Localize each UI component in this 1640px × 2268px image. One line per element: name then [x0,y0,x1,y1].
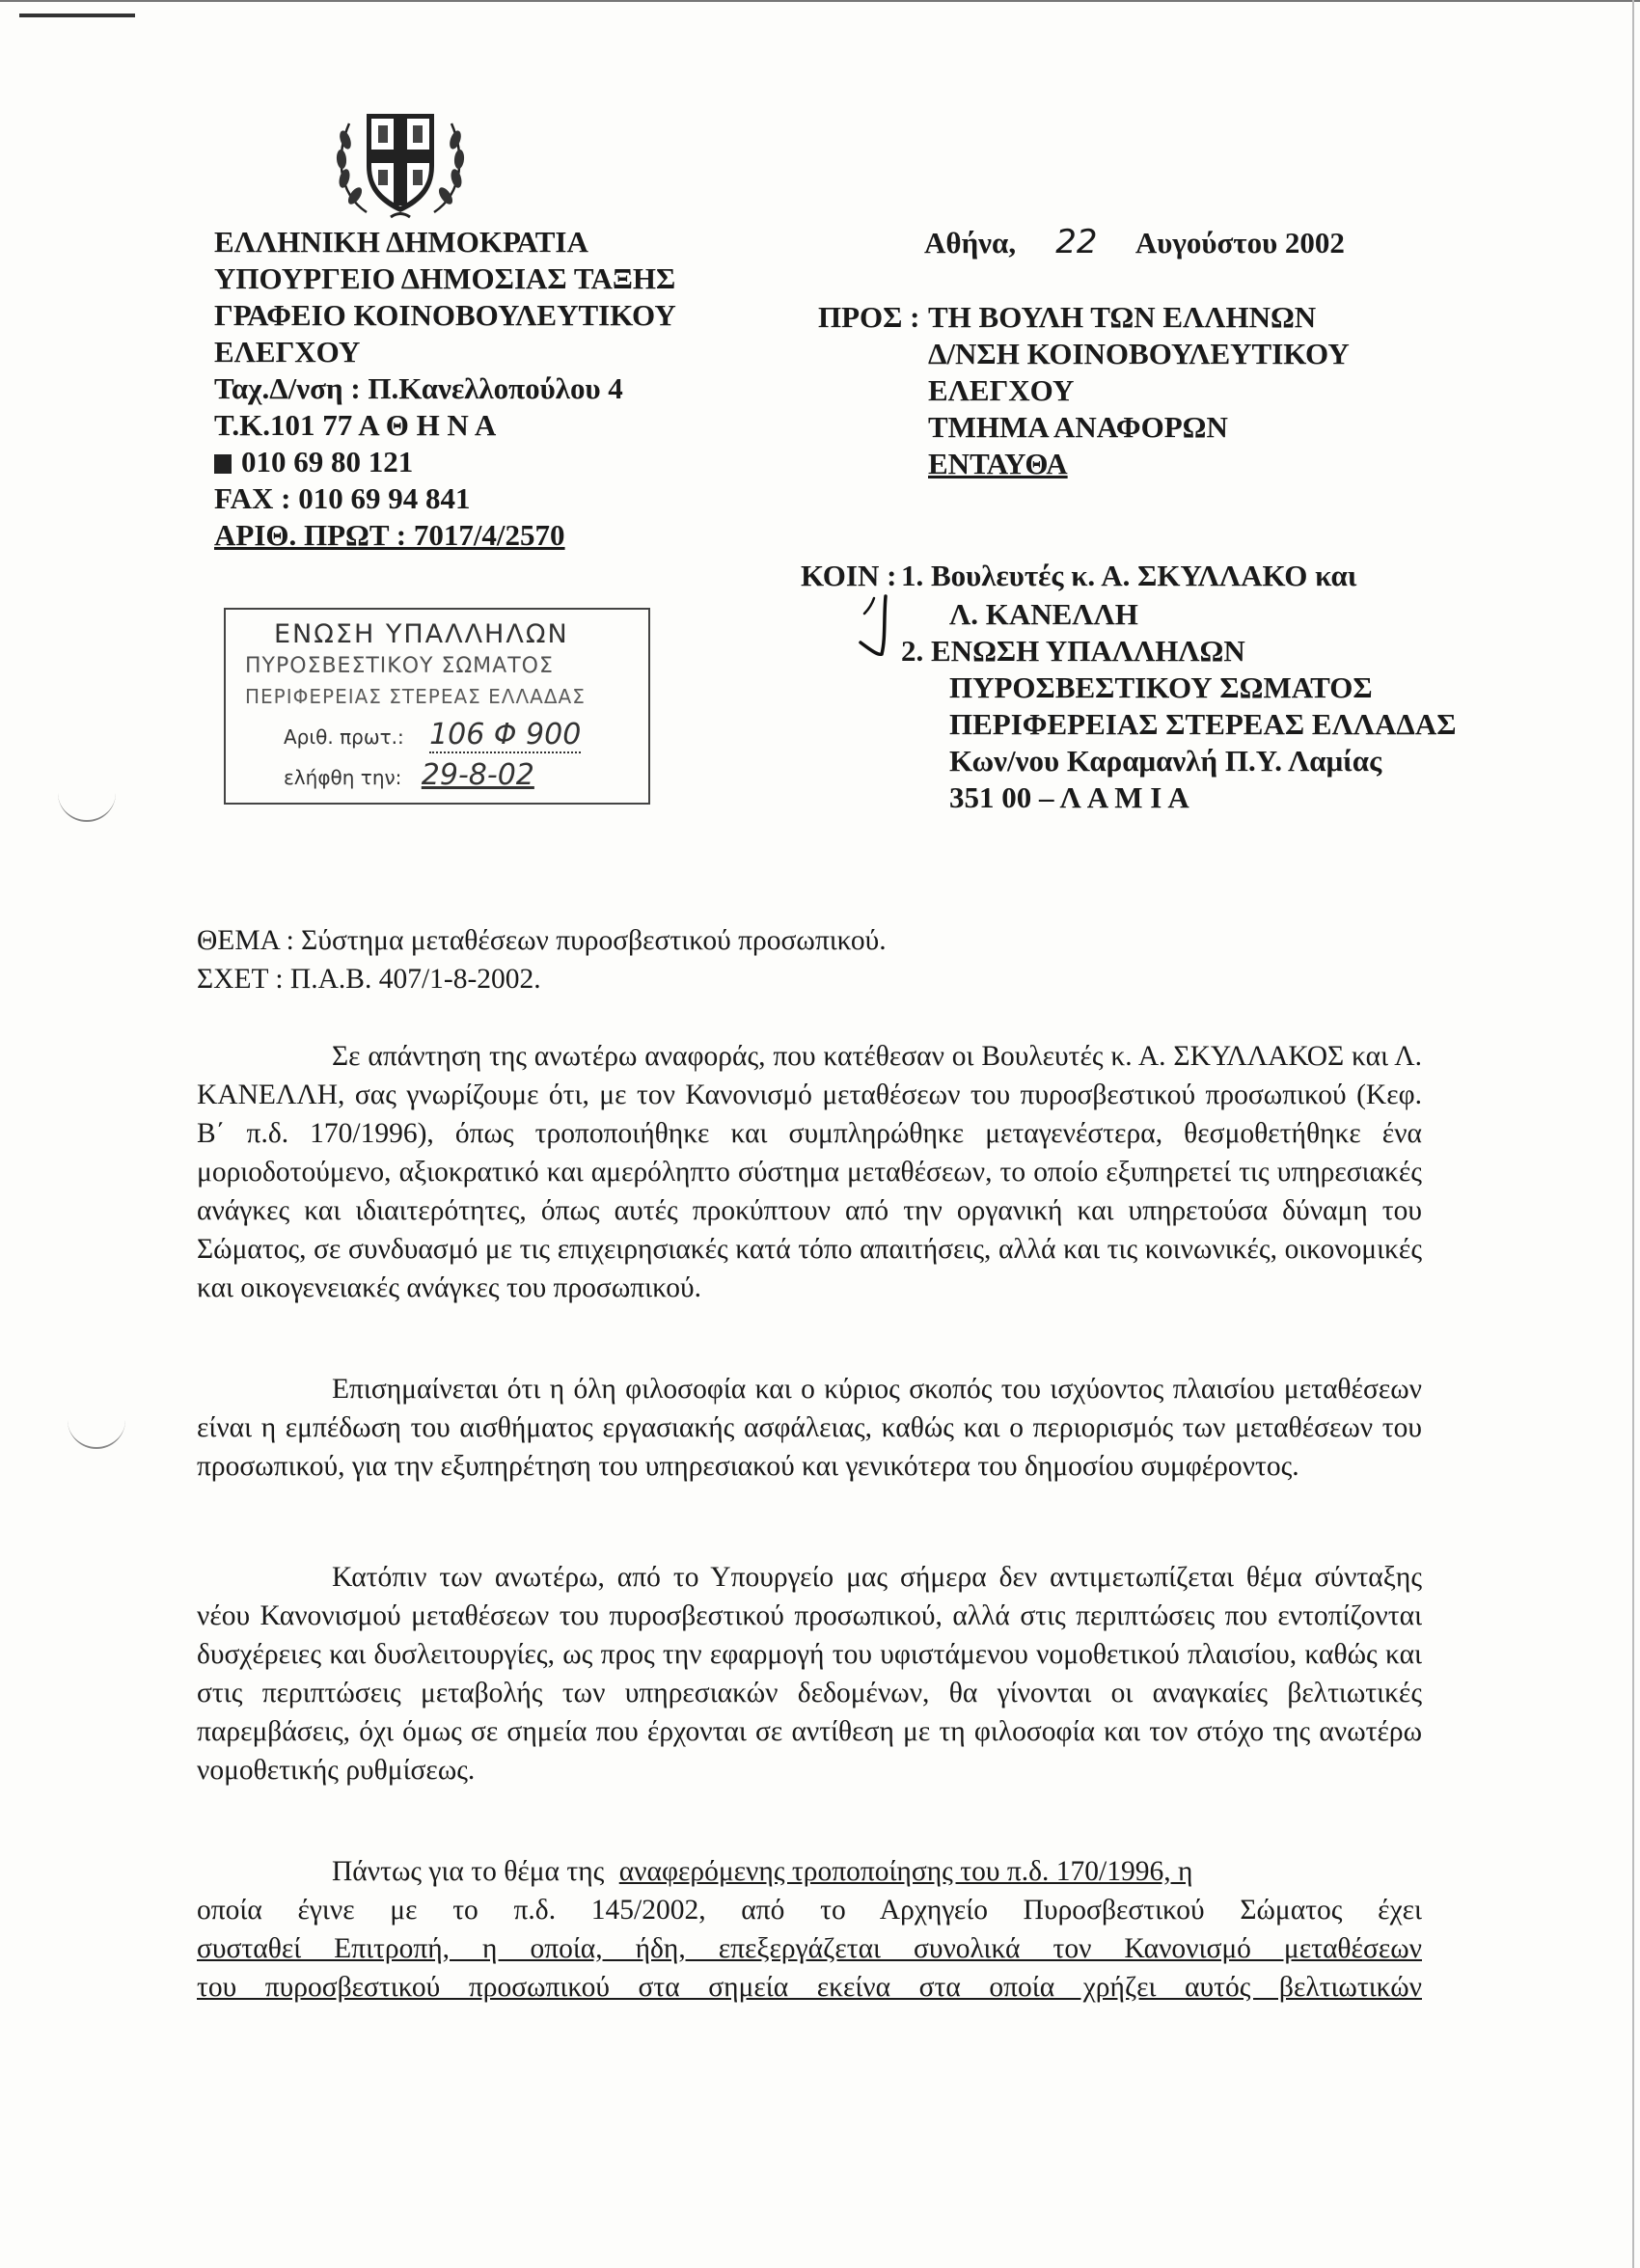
paragraph-3: Κατόπιν των ανωτέρω, από το Υπουργείο μας σήμερα δεν αντιμετωπίζεται θέμα σύνταξης νέου Κανονισμού μεταθέσεων του πυροσβεστικού προσωπικού, αλλά στις περιπτώσεις που εντοπίζονται δυσχέρειες και δυσλειτουργίες, ως προς την εφαρμογή του υφιστάμενου νομοθετικού πλαισίου, καθώς και στις περιπτώσεις μεταβολής των υπηρεσιακών δεδομένων, θα γίνονται οι αναγκαίες βελτιωτικές παρεμβάσεις, όχι όμως σε σημεία που έρχονται σε αντίθεση με τη φιλοσοφία και τον στόχο της ανωτέρω νομοθετικής ρυθμίσεως. [197,1562,1422,1786]
phone-icon [214,454,232,474]
paragraph-2: Επισημαίνεται ότι η όλη φιλοσοφία και ο κύριος σκοπός του ισχύοντος πλαισίου μεταθέσεων είναι η εμπέδωση του αισθήματος εργασιακής ασφάλειας, καθώς και ο περιορισμός των μεταθέσεων του προσωπικού, για την εξυπηρέτηση του υπηρεσιακού και γενικότερα του δημοσίου συμφέροντος. [197,1374,1422,1482]
sender-postcode: Τ.Κ.101 77 Α Θ Η Ν Α [214,408,497,442]
sender-address: Ταχ.Δ/νση : Π.Κανελλοπούλου 4 [214,371,623,405]
scan-right-border [1632,0,1634,2268]
subject-line: ΘΕΜΑ : Σύστημα μεταθέσεων πυροσβεστικού προσωπικού. [197,925,887,956]
stamp-line-4 [284,718,581,751]
recipient-line-2: Δ/ΝΣΗ ΚΟΙΝΟΒΟΥΛΕΥΤΙΚΟΥ [928,337,1350,370]
koin-label: ΚΟΙΝ : [801,559,897,592]
checkmark-icon [849,588,907,666]
paragraph-4-intro: Πάντως για το θέμα της [332,1856,605,1887]
stamp-protocol-value: 106 Φ 900 [429,718,582,751]
recipient-line-3: ΕΛΕΓΧΟΥ [928,373,1075,407]
koin-line-4: ΠΥΡΟΣΒΕΣΤΙΚΟΥ ΣΩΜΑΤΟΣ [949,670,1373,704]
punch-hole-mark-bottom [68,1418,125,1449]
stamp-line-3: ΠΕΡΙΦΕΡΕΙΑΣ ΣΤΕΡΕΑΣ ΕΛΛΑΔΑΣ [245,685,586,708]
stamp-protocol-label: Αριθ. πρωτ.: [284,725,404,749]
stamp-line-2: ΠΥΡΟΣΒΕΣΤΙΚΟΥ ΣΩΜΑΤΟΣ [245,654,554,678]
scan-top-border [0,0,1640,2]
sender-line-4: ΕΛΕΓΧΟΥ [214,335,361,369]
paragraph-4-line-2: οποία έγινε με το π.δ. 145/2002, από το Αρχηγείο Πυροσβεστικού Σώματος έχει [197,1895,1422,1926]
reference-line: ΣΧΕΤ : Π.Α.Β. 407/1-8-2002. [197,964,541,995]
sender-phone: 010 69 80 121 [241,445,414,478]
sender-protocol: ΑΡΙΘ. ΠΡΩΤ : 7017/4/2570 [214,518,565,552]
date-month-year: Αυγούστου 2002 [1134,226,1345,260]
top-edge-mark [19,14,135,17]
recipient-line-5: ΕΝΤΑΥΘΑ [928,447,1068,480]
stamp-line-5 [284,758,534,792]
paragraph-4-line-1 [332,1852,1422,1891]
koin-line-1: 1. Βουλευτές κ. Α. ΣΚΥΛΛΑΚΟ και [901,559,1357,592]
recipient-line-1: ΤΗ ΒΟΥΛΗ ΤΩΝ ΕΛΛΗΝΩΝ [928,300,1317,334]
koin-line-7: 351 00 – Λ Α Μ Ι Α [949,780,1189,814]
koin-line-6: Κων/νου Καραμανλή Π.Υ. Λαμίας [949,744,1382,778]
recipient-label: ΠΡΟΣ : [818,300,920,334]
koin-line-5: ΠΕΡΙΦΕΡΕΙΑΣ ΣΤΕΡΕΑΣ ΕΛΛΑΔΑΣ [949,707,1457,741]
stamp-line-1: ΕΝΩΣΗ ΥΠΑΛΛΗΛΩΝ [274,619,569,649]
stamp-received-value: 29-8-02 [421,758,534,792]
paragraph-4-line-3: συσταθεί Επιτροπή, η οποία, ήδη, επεξεργάζεται συνολικά τον Κανονισμό μεταθέσεων [197,1933,1422,1964]
sender-line-1: ΕΛΛΗΝΙΚΗ ΔΗΜΟΚΡΑΤΙΑ [214,225,588,259]
sender-phone-row [214,444,413,480]
paragraph-4-underlined-start: αναφερόμενης τροποποίησης του π.δ. 170/1996, η [618,1856,1193,1887]
recipient-line-4: ΤΜΗΜΑ ΑΝΑΦΟΡΩΝ [928,410,1228,444]
date-city: Αθήνα, [924,226,1017,260]
sender-line-3: ΓΡΑΦΕΙΟ ΚΟΙΝΟΒΟΥΛΕΥΤΙΚΟΥ [214,298,676,332]
paragraph-1: Σε απάντηση της ανωτέρω αναφοράς, που κατέθεσαν οι Βουλευτές κ. Α. ΣΚΥΛΛΑΚΟΣ και Λ. ΚΑΝΕΛΛΗ, σας γνωρίζουμε ότι, με τον Κανονισμό μεταθέσεων του πυροσβεστικού προσωπικού (Κεφ. Β΄ π.δ. 170/1996), όπως τροποποιήθηκε και συμπληρώθηκε μεταγενέστερα, θεσμοθετήθηκε ένα μοριοδοτούμενο, αξιοκρατικό και αμερόληπτο σύστημα μεταθέσεων, το οποίο εξυπηρετεί τις υπηρεσιακές ανάγκες και ιδιαιτερότητες, όπως αυτές προκύπτουν από την οργανική και υπηρετούσα δύναμη του Σώματος, σε συνδυασμό με τις επιχειρησιακές κατά τόπο απαιτήσεις, αλλά και τις κοινωνικές, οικονομικές και οικογενειακές ανάγκες του προσωπικού. [197,1041,1422,1303]
sender-fax: FAX : 010 69 94 841 [214,481,471,515]
punch-hole-mark-top [58,791,116,822]
coat-of-arms-icon [328,96,473,222]
date-day-handwritten: 22 [1055,223,1098,261]
sender-line-2: ΥΠΟΥΡΓΕΙΟ ΔΗΜΟΣΙΑΣ ΤΑΞΗΣ [214,261,676,295]
paragraph-4-line-4: του πυροσβεστικού προσωπικού στα σημεία εκείνα στα οποία χρήζει αυτός βελτιωτικών [197,1972,1422,2003]
koin-line-2: Λ. ΚΑΝΕΛΛΗ [949,597,1138,631]
koin-line-3: 2. ΕΝΩΣΗ ΥΠΑΛΛΗΛΩΝ [901,634,1245,668]
date-line [924,224,1345,261]
reception-stamp [224,608,650,805]
stamp-received-label: ελήφθη την: [284,766,402,789]
